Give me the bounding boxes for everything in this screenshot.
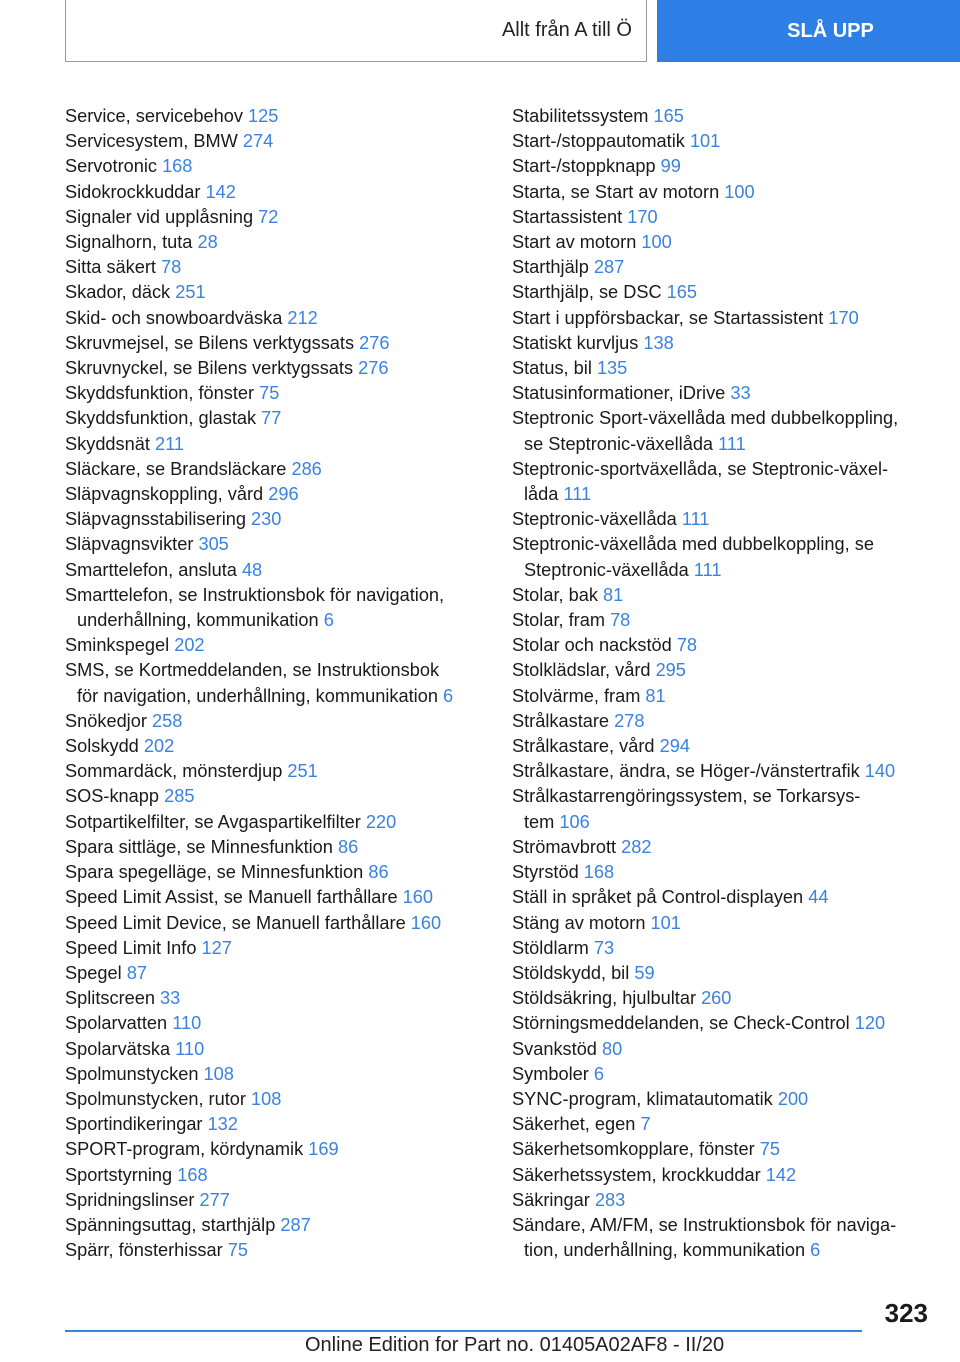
- index-term: låda: [524, 484, 559, 505]
- index-entry: [512, 532, 932, 582]
- page-reference-link[interactable]: 6: [593, 1063, 605, 1084]
- index-entry: [512, 356, 932, 381]
- index-term: Sportstyrning: [65, 1164, 173, 1185]
- page-reference-link[interactable]: 142: [205, 181, 236, 202]
- page-reference-link[interactable]: 170: [828, 307, 859, 328]
- index-entry: [65, 129, 485, 154]
- index-entry: [512, 1011, 932, 1036]
- index-entry: [65, 1062, 485, 1087]
- index-term: Status, bil: [512, 358, 592, 379]
- page-reference-link[interactable]: 258: [151, 710, 183, 731]
- page-reference-link[interactable]: 78: [676, 635, 698, 656]
- page-reference-link[interactable]: 110: [172, 1013, 202, 1034]
- index-term: Service, servicebehov: [65, 106, 243, 126]
- index-term: Sidokrockkuddar: [65, 181, 201, 202]
- index-entry: [65, 911, 485, 936]
- index-entry: [512, 709, 932, 734]
- index-entry: [512, 658, 932, 683]
- index-column-right: [512, 104, 932, 1263]
- index-entry: [512, 759, 932, 784]
- page-reference-link[interactable]: 75: [259, 383, 280, 404]
- index-term: Släpvagnsstabilisering: [65, 509, 246, 530]
- page-reference-link[interactable]: 274: [242, 131, 274, 152]
- index-entry: [65, 356, 485, 381]
- index-column-left: [65, 104, 485, 1263]
- index-term: Steptronic-växellåda med dubbelkoppling, se: [512, 534, 874, 555]
- index-term: Stöldlarm: [512, 937, 589, 958]
- index-entry: [512, 1188, 932, 1213]
- page-reference-link[interactable]: 86: [368, 862, 389, 883]
- page-reference-link[interactable]: 100: [724, 181, 755, 202]
- index-term: Solskydd: [65, 736, 139, 757]
- index-term: Stöldsäkring, hjulbultar: [512, 988, 696, 1009]
- index-term: Steptronic Sport-växellåda med dubbelkoppling,: [512, 408, 899, 429]
- index-term: Servotronic: [65, 156, 157, 177]
- index-entry: [512, 1037, 932, 1062]
- page-reference-link[interactable]: 6: [810, 1240, 821, 1261]
- index-term: Steptronic-växellåda: [524, 559, 689, 580]
- index-entry: [65, 583, 485, 633]
- page-reference-link[interactable]: 106: [559, 811, 590, 832]
- page-reference-link[interactable]: 305: [198, 534, 229, 555]
- page-reference-link[interactable]: 170: [627, 206, 658, 227]
- index-term: Strålkastare, ändra, se Höger-/vänstertrafik: [512, 761, 860, 782]
- index-entry: [65, 255, 485, 280]
- index-entry: [65, 835, 485, 860]
- page-reference-link[interactable]: 59: [634, 962, 655, 983]
- index-entry: [512, 507, 932, 532]
- index-entry: [65, 205, 485, 230]
- page-reference-link[interactable]: 260: [701, 988, 732, 1009]
- index-term: Styrstöd: [512, 862, 579, 883]
- page-reference-link[interactable]: 140: [864, 761, 896, 782]
- index-term: Sminkspegel: [65, 635, 170, 656]
- page-reference-link[interactable]: 294: [659, 736, 690, 757]
- index-term: Servicesystem, BMW: [65, 131, 238, 152]
- page-reference-link[interactable]: 86: [337, 836, 359, 857]
- index-term: Signalhorn, tuta: [65, 232, 193, 253]
- index-term: Skador, däck: [65, 282, 171, 303]
- page-reference-link[interactable]: 287: [280, 1214, 311, 1235]
- page-reference-link[interactable]: 165: [666, 282, 698, 303]
- index-term: Signaler vid upplåsning: [65, 206, 254, 227]
- index-entry: [65, 406, 485, 431]
- index-entry: [65, 1163, 485, 1188]
- index-term: Start-/stoppknapp: [512, 156, 656, 177]
- page-reference-link[interactable]: 132: [207, 1114, 238, 1135]
- page-reference-link[interactable]: 80: [602, 1038, 623, 1059]
- index-term: Startassistent: [512, 206, 623, 227]
- index-entry: [65, 658, 485, 708]
- index-tab[interactable]: Allt från A till Ö: [65, 0, 647, 62]
- page-reference-link[interactable]: 220: [365, 811, 397, 832]
- header: [0, 0, 960, 70]
- index-entry: [512, 280, 932, 305]
- index-entry: [65, 860, 485, 885]
- index-term: Spara sittläge, se Minnesfunktion: [65, 836, 333, 857]
- index-term: Starthjälp: [512, 257, 589, 278]
- index-entry: [512, 381, 932, 406]
- index-entry: [65, 759, 485, 784]
- index-entry: [65, 709, 485, 734]
- index-term: Skruvmejsel, se Bilens verktygssats: [65, 332, 355, 353]
- index-entry: [65, 784, 485, 809]
- index-entry: [512, 583, 932, 608]
- index-entry: [65, 331, 485, 356]
- page-reference-link[interactable]: 110: [175, 1038, 205, 1059]
- index-entry: [512, 986, 932, 1011]
- page-reference-link[interactable]: 100: [641, 232, 672, 253]
- index-entry: [65, 1213, 485, 1238]
- index-entry: [512, 205, 932, 230]
- page-reference-link[interactable]: 99: [660, 156, 681, 177]
- index-term: underhållning, kommunikation: [77, 610, 319, 631]
- page-reference-link[interactable]: 277: [199, 1189, 230, 1210]
- index-term: Spärr, fönsterhissar: [65, 1240, 223, 1261]
- index-term: Splitscreen: [65, 988, 155, 1009]
- index-term: Säkerhetsomkopplare, fönster: [512, 1139, 755, 1160]
- index-entry: [512, 154, 932, 179]
- page-reference-link[interactable]: 278: [614, 710, 645, 731]
- page-reference-link[interactable]: 77: [261, 408, 282, 429]
- index-term: SOS-knapp: [65, 786, 160, 807]
- index-term: Steptronic-sportväxellåda, se Steptronic-växel-: [512, 458, 889, 479]
- index-term: Släpvagnskoppling, vård: [65, 484, 264, 505]
- page-reference-link[interactable]: 283: [594, 1189, 626, 1210]
- index-term: Skyddsnät: [65, 433, 150, 454]
- index-entry: [512, 835, 932, 860]
- index-term: Speed Limit Assist, se Manuell farthållare: [65, 887, 398, 908]
- page-reference-link[interactable]: 125: [247, 106, 279, 126]
- index-term: SYNC-program, klimatautomatik: [512, 1088, 773, 1109]
- page-reference-link[interactable]: 287: [593, 257, 625, 278]
- page-reference-link[interactable]: 75: [227, 1240, 248, 1261]
- page-reference-link[interactable]: 276: [359, 332, 390, 353]
- index-entry: [512, 961, 932, 986]
- index-entry: [512, 608, 932, 633]
- page-reference-link[interactable]: 251: [287, 761, 318, 782]
- index-entry: [512, 180, 932, 205]
- index-entry: [512, 911, 932, 936]
- index-term: Spolmunstycken: [65, 1063, 199, 1084]
- index-term: Ställ in språket på Control-displayen: [512, 887, 804, 908]
- page-reference-link[interactable]: 75: [759, 1139, 780, 1160]
- index-term: Smarttelefon, ansluta: [65, 559, 237, 580]
- page-reference-link[interactable]: 33: [730, 383, 751, 404]
- page-reference-link[interactable]: 6: [443, 685, 454, 706]
- page-reference-link[interactable]: 87: [126, 962, 147, 983]
- index-term: Start av motorn: [512, 232, 637, 253]
- page-reference-link[interactable]: 142: [765, 1164, 797, 1185]
- index-term: Sotpartikelfilter, se Avgaspartikelfilter: [65, 811, 361, 832]
- index-entry: [65, 230, 485, 255]
- index-entry: [65, 482, 485, 507]
- page-reference-link[interactable]: 44: [808, 887, 829, 908]
- index-entry: [65, 633, 485, 658]
- index-entry: [512, 860, 932, 885]
- footer-divider: [65, 1330, 862, 1332]
- index-term: Sändare, AM/FM, se Instruktionsbok för naviga-: [512, 1214, 897, 1235]
- index-term: Sommardäck, mönsterdjup: [65, 761, 283, 782]
- page-reference-link[interactable]: 286: [291, 458, 322, 479]
- page-reference-link[interactable]: 108: [251, 1088, 282, 1109]
- index-term: Skyddsfunktion, glastak: [65, 408, 257, 429]
- lookup-tab[interactable]: SLÅ UPP: [657, 0, 960, 62]
- index-term: Svankstöd: [512, 1038, 597, 1059]
- index-entry: [512, 784, 932, 834]
- index-entry: [65, 1037, 485, 1062]
- index-term: Stolar, fram: [512, 610, 605, 631]
- page-reference-link[interactable]: 120: [854, 1013, 886, 1034]
- page-reference-link[interactable]: 7: [640, 1114, 651, 1135]
- page-reference-link[interactable]: 101: [650, 912, 681, 933]
- page-reference-link[interactable]: 72: [258, 206, 279, 227]
- index-entry: [512, 255, 932, 280]
- footer-edition: Online Edition for Part no. 01405A02AF8 - II/20: [305, 1334, 725, 1356]
- index-term: Strömavbrott: [512, 836, 617, 857]
- page-reference-link[interactable]: 73: [593, 937, 615, 958]
- index-term: Smarttelefon, se Instruktionsbok för navigation,: [65, 584, 445, 605]
- index-entry: [65, 810, 485, 835]
- index-entry: [65, 104, 485, 129]
- index-term: tion, underhållning, kommunikation: [524, 1240, 806, 1261]
- index-entry: [512, 230, 932, 255]
- page-reference-link[interactable]: 165: [653, 106, 684, 126]
- page-reference-link[interactable]: 108: [203, 1063, 234, 1084]
- index-entry: [512, 734, 932, 759]
- page-reference-link[interactable]: 296: [268, 484, 299, 505]
- index-term: Spegel: [65, 962, 122, 983]
- index-term: Spänningsuttag, starthjälp: [65, 1214, 276, 1235]
- index-term: Starthjälp, se DSC: [512, 282, 662, 303]
- page-reference-link[interactable]: 202: [143, 736, 175, 757]
- index-entry: [512, 1087, 932, 1112]
- index-entry: [512, 129, 932, 154]
- index-entry: [65, 1137, 485, 1162]
- index-entry: [65, 432, 485, 457]
- index-term: Skyddsfunktion, fönster: [65, 383, 255, 404]
- index-term: Släckare, se Brandsläckare: [65, 458, 287, 479]
- page-reference-link[interactable]: 160: [402, 887, 434, 908]
- index-entry: [65, 1238, 485, 1263]
- page-reference-link[interactable]: 111: [693, 559, 722, 580]
- index-entry: [512, 406, 932, 456]
- page-reference-link[interactable]: 78: [610, 610, 631, 631]
- index-term: Strålkastarrengöringssystem, se Torkarsys-: [512, 786, 861, 807]
- page-reference-link[interactable]: 111: [681, 509, 710, 530]
- index-entry: [512, 936, 932, 961]
- index-entry: [512, 1062, 932, 1087]
- page-reference-link[interactable]: 81: [645, 685, 666, 706]
- index-entry: [65, 734, 485, 759]
- page-reference-link[interactable]: 168: [177, 1164, 208, 1185]
- page-reference-link[interactable]: 212: [287, 307, 318, 328]
- index-term: Spolarvätska: [65, 1038, 171, 1059]
- page-reference-link[interactable]: 160: [410, 912, 442, 933]
- index-entry: [512, 1163, 932, 1188]
- index-term: SMS, se Kortmeddelanden, se Instruktionsbok: [65, 660, 440, 681]
- index-entry: [512, 104, 932, 129]
- index-term: Start-/stoppautomatik: [512, 131, 685, 152]
- index-term: Snökedjor: [65, 710, 147, 731]
- index-entry: [65, 961, 485, 986]
- page-reference-link[interactable]: 138: [643, 332, 674, 353]
- index-term: Sportindikeringar: [65, 1114, 203, 1135]
- index-term: Steptronic-växellåda: [512, 509, 677, 530]
- index-term: Skruvnyckel, se Bilens verktygssats: [65, 358, 354, 379]
- page-reference-link[interactable]: 33: [160, 988, 181, 1009]
- index-term: Stöldskydd, bil: [512, 962, 630, 983]
- index-entry: [512, 306, 932, 331]
- index-entry: [512, 1112, 932, 1137]
- index-term: Stolar och nackstöd: [512, 635, 672, 656]
- index-entry: [512, 885, 932, 910]
- index-entry: [65, 558, 485, 583]
- index-entry: [65, 180, 485, 205]
- index-entry: [512, 331, 932, 356]
- index-entry: [65, 986, 485, 1011]
- page-reference-link[interactable]: 169: [308, 1139, 339, 1160]
- index-entry: [512, 1213, 932, 1263]
- page-reference-link[interactable]: 200: [777, 1088, 809, 1109]
- index-entry: [512, 1137, 932, 1162]
- page-reference-link[interactable]: 202: [174, 635, 205, 656]
- page-reference-link[interactable]: 168: [162, 156, 193, 177]
- index-term: Säkerhet, egen: [512, 1114, 636, 1135]
- index-entry: [65, 885, 485, 910]
- index-term: Störningsmeddelanden, se Check-Control: [512, 1013, 850, 1034]
- index-term: Stolvärme, fram: [512, 685, 641, 706]
- index-entry: [65, 507, 485, 532]
- page-number: 323: [884, 1298, 928, 1328]
- page-reference-link[interactable]: 285: [164, 786, 195, 807]
- page-reference-link[interactable]: 78: [161, 257, 182, 278]
- index-term: Stäng av motorn: [512, 912, 646, 933]
- index-entry: [512, 633, 932, 658]
- index-term: Statiskt kurvljus: [512, 332, 639, 353]
- index-term: Stolklädslar, vård: [512, 660, 651, 681]
- page-reference-link[interactable]: 282: [621, 836, 652, 857]
- index-term: Säkringar: [512, 1189, 590, 1210]
- page-reference-link[interactable]: 168: [583, 862, 615, 883]
- page-reference-link[interactable]: 230: [251, 509, 282, 530]
- index-term: Stabilitetssystem: [512, 106, 649, 126]
- page-reference-link[interactable]: 101: [689, 131, 721, 152]
- page-reference-link[interactable]: 135: [596, 358, 628, 379]
- page-reference-link[interactable]: 251: [175, 282, 206, 303]
- index-term: Strålkastare: [512, 710, 610, 731]
- index-term: Säkerhetssystem, krockkuddar: [512, 1164, 761, 1185]
- page-reference-link[interactable]: 276: [358, 358, 389, 379]
- index-term: se Steptronic-växellåda: [524, 433, 714, 454]
- index-term: Speed Limit Info: [65, 937, 197, 958]
- index-term: Stolar, bak: [512, 584, 598, 605]
- index-entry: [65, 306, 485, 331]
- index-term: Spolmunstycken, rutor: [65, 1088, 246, 1109]
- index-term: Symboler: [512, 1063, 589, 1084]
- index-entry: [65, 280, 485, 305]
- index-entry: [65, 457, 485, 482]
- index-term: Start i uppförsbackar, se Startassistent: [512, 307, 824, 328]
- index-entry: [65, 1087, 485, 1112]
- index-term: Starta, se Start av motorn: [512, 181, 720, 202]
- index-term: tem: [524, 811, 555, 832]
- page-reference-link[interactable]: 211: [155, 433, 184, 454]
- index-term: SPORT-program, kördynamik: [65, 1139, 304, 1160]
- index-entry: [65, 1011, 485, 1036]
- page-reference-link[interactable]: 111: [563, 484, 592, 505]
- page-reference-link[interactable]: 48: [241, 559, 263, 580]
- index-term: Strålkastare, vård: [512, 736, 655, 757]
- index-entry: [512, 684, 932, 709]
- index-term: Sitta säkert: [65, 257, 156, 278]
- page-reference-link[interactable]: 6: [323, 610, 334, 631]
- page-reference-link[interactable]: 111: [718, 433, 746, 454]
- index-entry: [65, 1112, 485, 1137]
- index-entry: [65, 532, 485, 557]
- page-reference-link[interactable]: 127: [201, 937, 232, 958]
- index-term: Skid- och snowboardväska: [65, 307, 283, 328]
- index-entry: [512, 457, 932, 507]
- index-term: Spara spegelläge, se Minnesfunktion: [65, 862, 364, 883]
- index-term: Spolarvatten: [65, 1013, 168, 1034]
- index-entry: [65, 1188, 485, 1213]
- index-entry: [65, 381, 485, 406]
- index-term: Speed Limit Device, se Manuell farthållare: [65, 912, 406, 933]
- index-term: Spridningslinser: [65, 1189, 195, 1210]
- index-term: Statusinformationer, iDrive: [512, 383, 726, 404]
- index-entry: [65, 154, 485, 179]
- index-term: Släpvagnsvikter: [65, 534, 194, 555]
- index-entry: [65, 936, 485, 961]
- page-reference-link[interactable]: 295: [655, 660, 686, 681]
- index-term: för navigation, underhållning, kommunikation: [77, 685, 438, 706]
- page-reference-link[interactable]: 81: [603, 584, 624, 605]
- page-reference-link[interactable]: 28: [197, 232, 218, 253]
